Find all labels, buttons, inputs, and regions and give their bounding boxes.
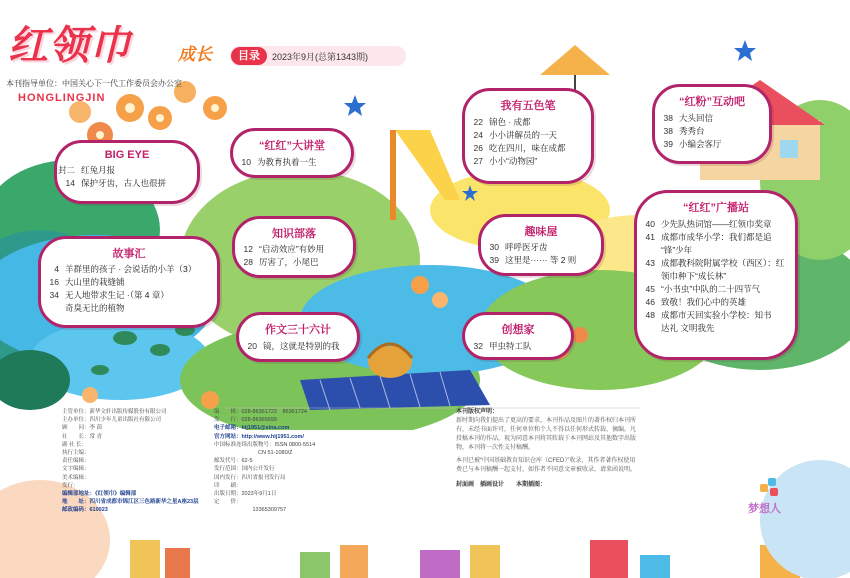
entry-title: 为教育执着一生 bbox=[257, 157, 317, 167]
imprint-column-1 bbox=[62, 408, 202, 515]
entry-title: 成都教科院附属学校（西区）：红 bbox=[661, 258, 785, 268]
page-number: 4 bbox=[54, 264, 59, 274]
entry-title: 保护牙齿，古人也很拼 bbox=[81, 178, 167, 188]
entry-title: 小小讲解员的一天 bbox=[489, 130, 558, 140]
page-number: 14 bbox=[65, 178, 75, 188]
section-title: 我有五色笔 bbox=[500, 100, 556, 112]
imprint-line: 官方网站：http://www.hlj1951.com/ bbox=[214, 433, 304, 440]
section-pen bbox=[462, 88, 594, 184]
section-title: 创想家 bbox=[501, 324, 535, 336]
notice-text: 新时期向我们提出了更高的要求，本刊作品及图片的著作权归本刊所有，未经书面许可，任何单位和个人不得以任何形式转载、摘编。凡投稿本刊的作品，视为同意本刊将其转载于本刊网站及其他数字出版物，本刊将一次性支付稿酬。 bbox=[456, 418, 637, 451]
section-title: 故事汇 bbox=[112, 248, 146, 260]
toc-label: 目录 bbox=[231, 47, 267, 65]
toc-entry[interactable] bbox=[655, 138, 769, 151]
toc-entry[interactable] bbox=[57, 177, 197, 190]
imprint-line: 编辑部地址：《红领巾》编辑部 bbox=[62, 491, 137, 498]
toc-entry[interactable] bbox=[637, 231, 795, 244]
entry-title: 这里是······ 等 2 则 bbox=[505, 255, 577, 265]
section-knowledge bbox=[232, 216, 356, 278]
section-fun bbox=[478, 214, 604, 276]
cfed-text: 本刊已被“中国基础教育知识仓库（CFED）”收录，其作者著作权使用费已与本刊稿酬一起支付，如作者不同意文章被收录，请来函说明。 bbox=[456, 458, 637, 473]
section-creative bbox=[462, 312, 574, 360]
imprint-line: 主办单位：四川少年儿童出版社有限公司 bbox=[62, 417, 162, 424]
section-title: “红红”广播站 bbox=[683, 202, 749, 214]
section-broadcast bbox=[634, 190, 798, 360]
page-number: 26 bbox=[473, 143, 483, 153]
imprint-line: 发行范围：国内公开发行 bbox=[214, 466, 275, 473]
imprint-line: 邮发代号：62-5 bbox=[214, 458, 253, 465]
entry-title: 红兔月报 bbox=[81, 165, 116, 175]
page-number: 43 bbox=[645, 258, 655, 268]
entry-title: 吃在四川，味在成都 bbox=[489, 143, 566, 153]
toc-entry[interactable] bbox=[465, 142, 591, 155]
section-title: 趣味屋 bbox=[524, 226, 558, 238]
notice-title: 本刊版权声明： bbox=[456, 409, 499, 415]
imprint-line: CN 51-1080/Z bbox=[214, 450, 293, 457]
page-number: 39 bbox=[663, 139, 673, 149]
toc-entry[interactable] bbox=[57, 164, 197, 177]
page-number: 38 bbox=[663, 113, 673, 123]
section-stories bbox=[38, 236, 220, 328]
entry-title: 厉害了，小尾巴 bbox=[259, 257, 319, 267]
section-title: 作文三十六计 bbox=[265, 324, 331, 336]
section-title: 知识部落 bbox=[272, 228, 316, 240]
page-number: 27 bbox=[473, 156, 483, 166]
toc-entry[interactable] bbox=[637, 296, 795, 309]
page-number: 48 bbox=[645, 310, 655, 320]
brand-name: 梦想人 bbox=[748, 503, 781, 515]
section-title: BIG EYE bbox=[104, 149, 150, 161]
entry-continuation: 奇臭无比的植物 bbox=[65, 303, 125, 313]
toc-entry[interactable] bbox=[41, 289, 217, 302]
page-number: 30 bbox=[489, 242, 499, 252]
entry-continuation: 达礼 文明我先 bbox=[661, 323, 715, 333]
imprint-line: 发行： bbox=[62, 482, 79, 489]
page-number: 32 bbox=[473, 341, 483, 351]
toc-entry[interactable] bbox=[465, 340, 571, 353]
toc-entry[interactable] bbox=[637, 309, 795, 322]
toc-entry[interactable] bbox=[637, 257, 795, 270]
page-number: 封二 bbox=[57, 165, 75, 175]
imprint-line: 执行主编： bbox=[62, 450, 90, 457]
imprint-line: 社 长：常 青 bbox=[62, 433, 103, 440]
brand-logo bbox=[744, 478, 804, 518]
copyright-notice bbox=[456, 408, 636, 490]
magazine-logo: 红领巾 bbox=[8, 23, 131, 69]
page-number: 12 bbox=[243, 244, 253, 254]
logo-subtitle: 成长 bbox=[178, 45, 212, 64]
entry-title: 成都市成华小学：我们都是追 bbox=[661, 232, 772, 242]
toc-entry[interactable] bbox=[41, 276, 217, 289]
imprint-line: 中国标准连续出版物号：ISSN 0800-5514 bbox=[214, 441, 316, 448]
imprint-line: 电子邮箱：hlj1951@sina.com bbox=[214, 425, 290, 432]
entry-title: 成都市天回实验小学校：知书 bbox=[661, 310, 772, 320]
toc-entry[interactable] bbox=[655, 125, 769, 138]
section-title: “红粉”互动吧 bbox=[679, 96, 745, 108]
page-number: 24 bbox=[473, 130, 483, 140]
imprint-line: 13365309757 bbox=[214, 507, 287, 514]
page-number: 38 bbox=[663, 126, 673, 136]
section-title: “红红”大讲堂 bbox=[259, 140, 325, 152]
toc-entry[interactable] bbox=[637, 283, 795, 296]
entry-continuation: 领巾种下“成长林” bbox=[661, 271, 727, 281]
imprint-line: 定 价： bbox=[214, 499, 242, 506]
entry-title: 大头回信 bbox=[679, 113, 714, 123]
imprint-line: 主管单位：新华文轩出版传媒股份有限公司 bbox=[62, 409, 167, 415]
toc-entry[interactable] bbox=[637, 218, 795, 231]
section-big-eye bbox=[54, 140, 200, 204]
cover-credit: 封面画 插画设计 本期插图： bbox=[456, 482, 547, 488]
entry-continuation: “锋”少年 bbox=[661, 245, 693, 255]
entry-title: 大山里的栽缝铺 bbox=[65, 277, 125, 287]
toc-entry[interactable] bbox=[233, 156, 351, 169]
brand-icon bbox=[760, 478, 780, 498]
toc-entry[interactable] bbox=[465, 155, 591, 168]
entry-title: 镜，这就是特别的我 bbox=[263, 341, 340, 351]
page-number: 45 bbox=[645, 284, 655, 294]
issue-number: 2023年9月(总第1343期) bbox=[272, 52, 369, 62]
imprint-line: 文字编辑： bbox=[62, 466, 90, 473]
page-number: 46 bbox=[645, 297, 655, 307]
imprint-line: 出版日期：2023年9月1日 bbox=[214, 491, 277, 498]
imprint-column-2 bbox=[214, 408, 364, 515]
entry-title: 无人地带求生记 ·（第 4 章） bbox=[65, 290, 169, 300]
imprint-line: 地 址：四川省成都市锦江区三色路新华之星A座23层 bbox=[62, 499, 199, 506]
entry-title: 小编会客厅 bbox=[679, 139, 722, 149]
entry-title: 锦色 · 成都 bbox=[489, 117, 531, 127]
section-writing bbox=[236, 312, 360, 362]
imprint-line: 副 社 长： bbox=[62, 441, 88, 448]
entry-title: 呼呼医牙齿 bbox=[505, 242, 548, 252]
page-number: 16 bbox=[49, 277, 59, 287]
toc-entry[interactable] bbox=[481, 241, 601, 254]
imprint-line: 美术编辑： bbox=[62, 474, 90, 481]
entry-title: 秀秀台 bbox=[679, 126, 705, 136]
page-number: 20 bbox=[247, 341, 257, 351]
section-lecture bbox=[230, 128, 354, 178]
toc-entry[interactable] bbox=[235, 256, 353, 269]
toc-entry[interactable] bbox=[481, 254, 601, 267]
entry-title: 少先队热词馆——红领巾奖章 bbox=[661, 219, 772, 229]
page-number: 28 bbox=[243, 257, 253, 267]
imprint-line: 编 辑：028-86361722 86361724 bbox=[214, 409, 307, 415]
entry-title: “小书虫”中队的二十四节气 bbox=[661, 284, 761, 294]
section-interact bbox=[652, 84, 772, 164]
page-number: 10 bbox=[241, 157, 251, 167]
imprint-line: 责任编辑： bbox=[62, 458, 90, 465]
page-number: 22 bbox=[473, 117, 483, 127]
entry-title: 小小“动物园” bbox=[489, 156, 538, 166]
imprint-line: 国内发行：四川省报刊发行局 bbox=[214, 474, 286, 481]
page-number: 34 bbox=[49, 290, 59, 300]
toc-entry[interactable] bbox=[465, 116, 591, 129]
imprint-line: 发 行：028-86365699 bbox=[214, 417, 277, 424]
toc-entry[interactable] bbox=[41, 263, 217, 276]
toc-entry[interactable] bbox=[239, 340, 357, 353]
imprint-line: 顾 问：李 茵 bbox=[62, 425, 103, 432]
entry-title: “启动效应”有妙用 bbox=[259, 244, 325, 254]
sponsor-line: 本刊指导单位：中国关心下一代工作委员会办公室 bbox=[6, 79, 182, 88]
entry-title: 致敬！我们心中的英雄 bbox=[661, 297, 747, 307]
pinyin-title: HONGLINGJIN bbox=[18, 92, 106, 104]
entry-title: 甲虫特工队 bbox=[489, 341, 532, 351]
toc-entry[interactable] bbox=[655, 112, 769, 125]
toc-entry[interactable] bbox=[235, 243, 353, 256]
imprint-line: 邮政编码：610023 bbox=[62, 507, 108, 514]
page-number: 41 bbox=[645, 232, 655, 242]
entry-title: 羊群里的孩子 · 会说话的小羊（3） bbox=[65, 264, 197, 274]
imprint-line: 印 刷： bbox=[214, 482, 242, 489]
page-number: 40 bbox=[645, 219, 655, 229]
page-number: 39 bbox=[489, 255, 499, 265]
toc-entry[interactable] bbox=[465, 129, 591, 142]
